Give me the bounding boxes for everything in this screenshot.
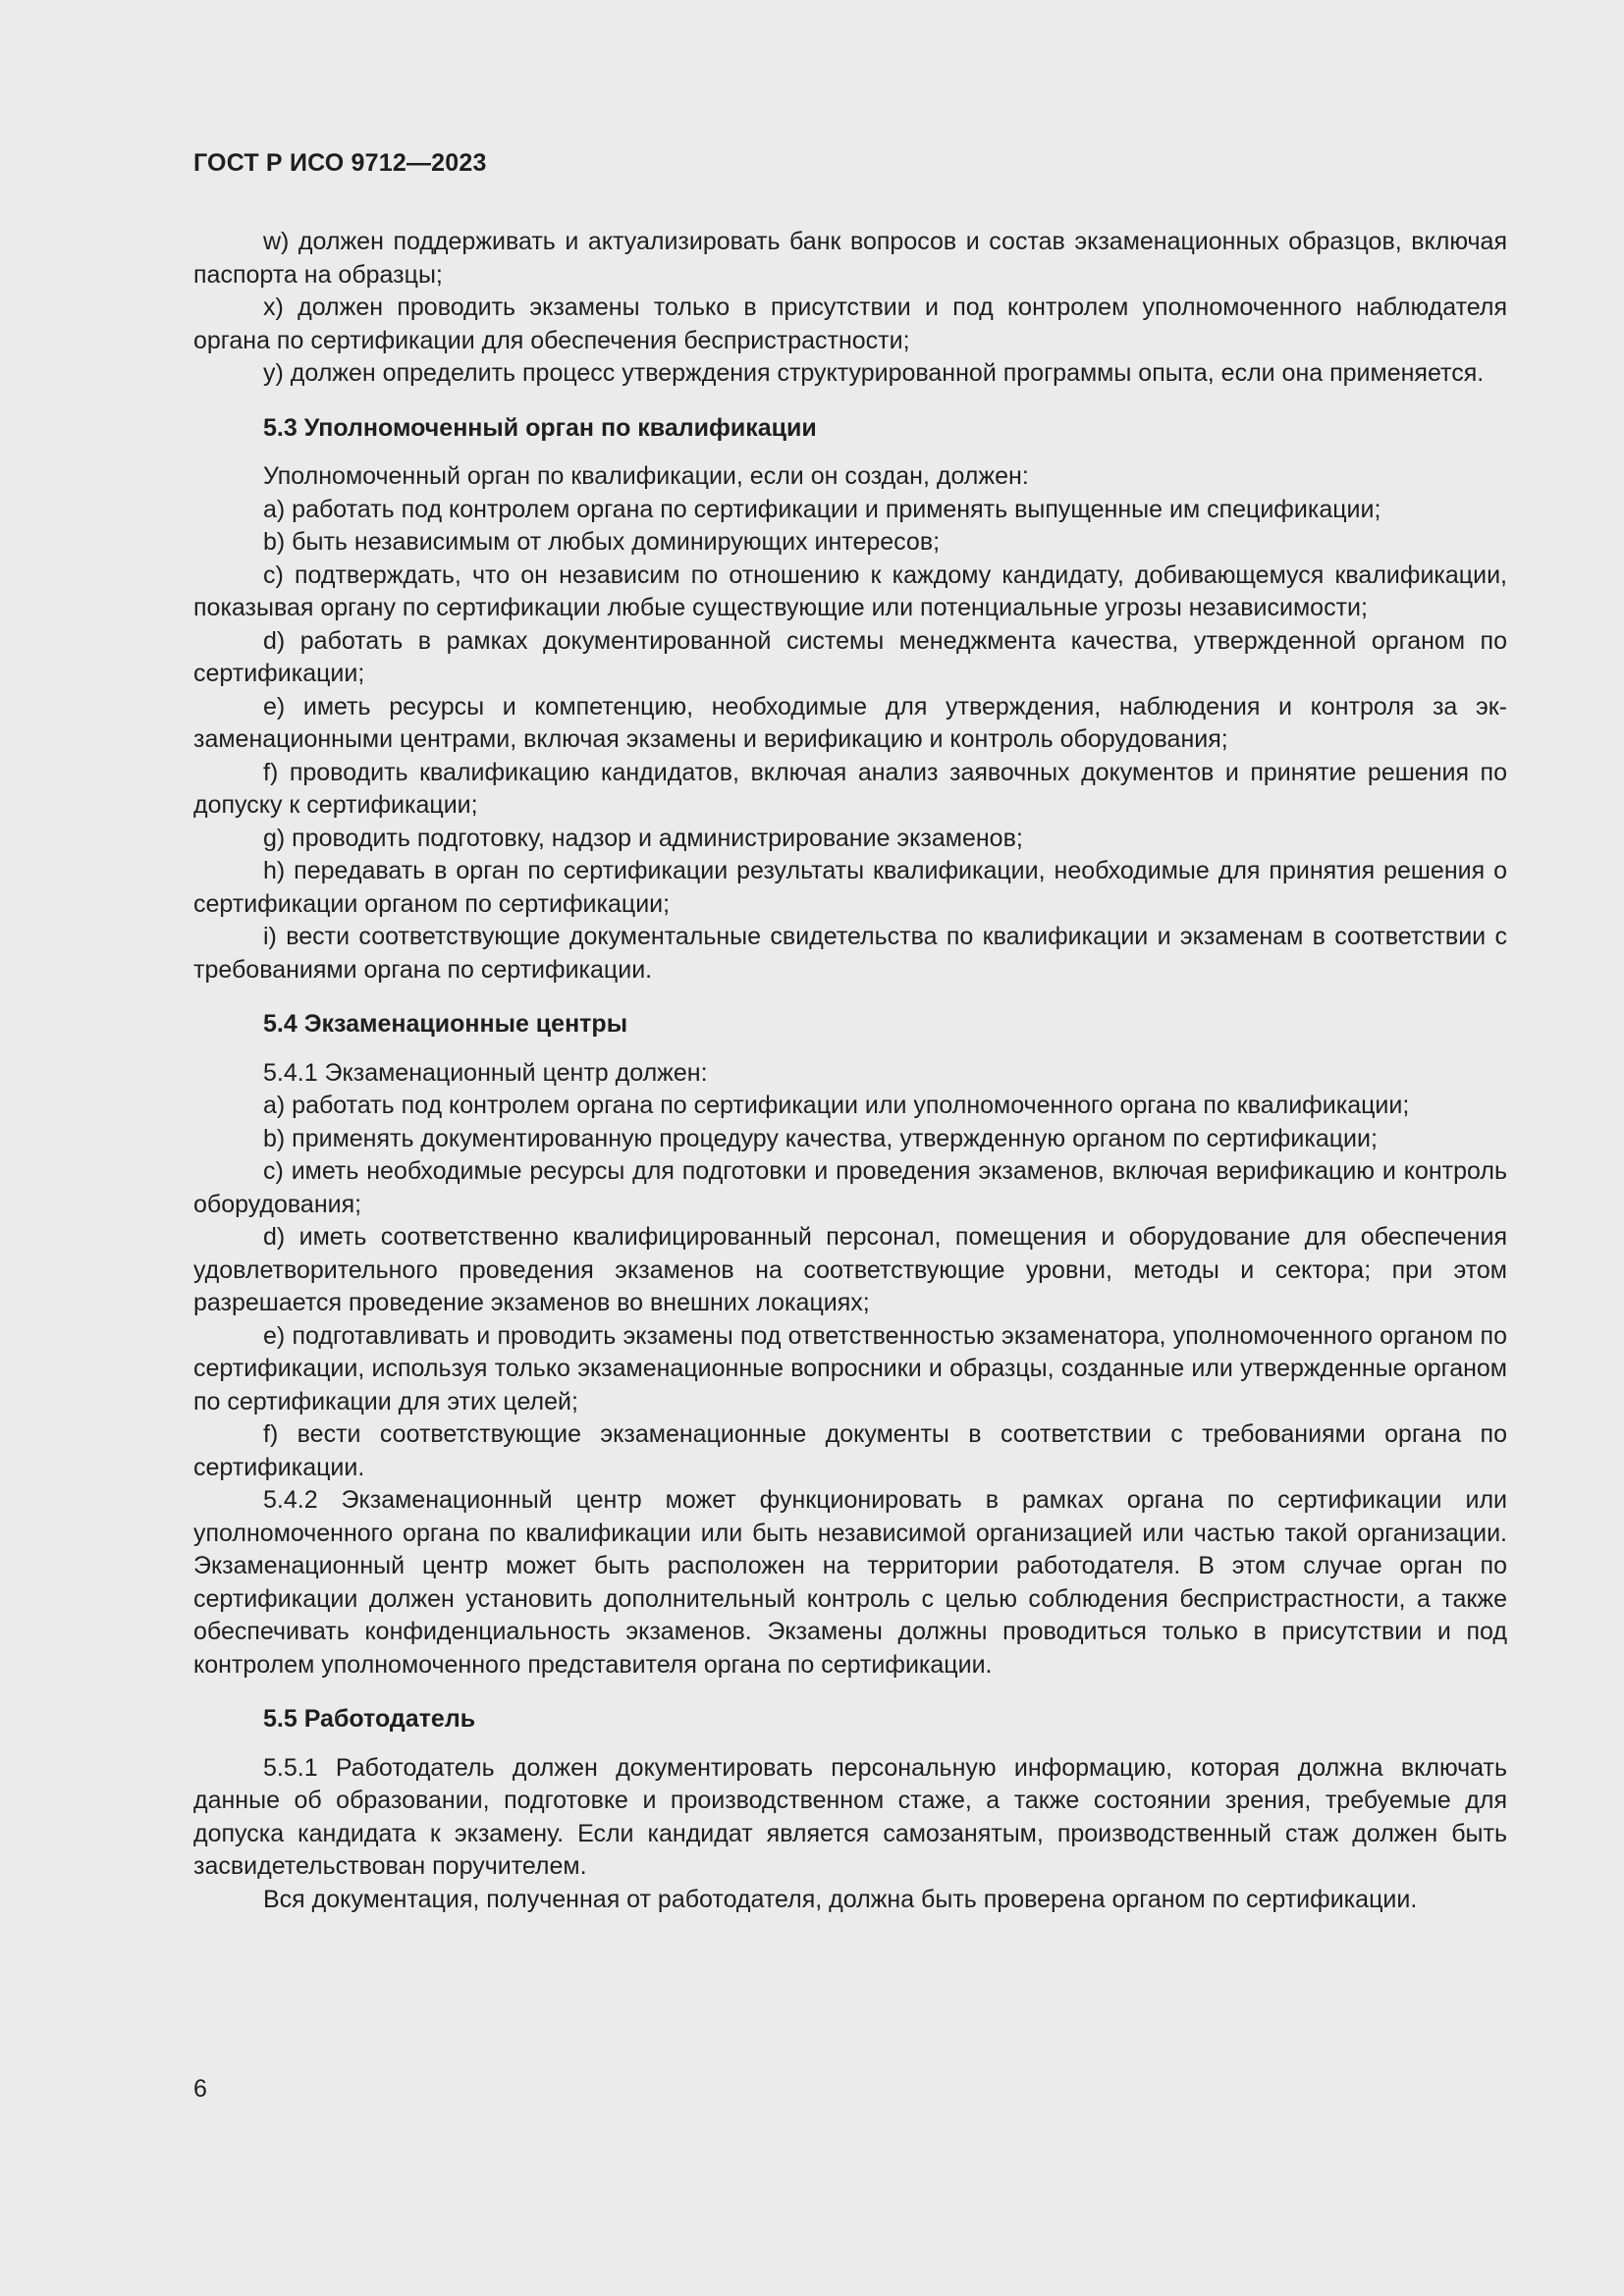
paragraph: d) иметь соответственно квалифицированный персонал, помещения и оборудование для обеспечения удовлетворительного проведения экзаменов на соответствующие уровни, методы и сектора; при этом разрешается проведение экзаменов во внешних локациях; <box>193 1223 1507 1316</box>
paragraph: f) проводить квалификацию кандидатов, включая анализ заявочных документов и принятие решения по допуску к сертификации; <box>193 758 1507 819</box>
section-heading: 5.3 Уполномоченный орган по квалификации <box>263 413 817 442</box>
paragraph: y) должен определить процесс утверждения структурированной программы опыта, если она применяется. <box>263 359 1485 387</box>
paragraph: f) вести соответствующие экзаменационные документы в соответствии с требованиями органа по сертификации. <box>193 1420 1507 1481</box>
paragraph: b) быть независимым от любых доминирующих интересов; <box>263 528 941 556</box>
paragraph: 5.4.1 Экзаменационный центр должен: <box>263 1058 708 1087</box>
paragraph: c) подтверждать, что он независим по отношению к каждому кандидату, добивающемуся квалификации, показывая органу по сертификации любые существующие или потенциальные угрозы независимости; <box>193 561 1507 621</box>
document-header: ГОСТ Р ИСО 9712—2023 <box>193 149 487 177</box>
section-heading: 5.5 Работодатель <box>263 1705 476 1733</box>
paragraph: e) подготавливать и проводить экзамены под ответственностью экзаменатора, уполномоченного органом по сертификации, используя только экзаменационные вопросники и образцы, созданные или утвержденные органом по сертификации для этих целей; <box>193 1321 1507 1415</box>
paragraph: a) работать под контролем органа по сертификации и применять выпущенные им спецификации; <box>263 495 1381 523</box>
paragraph: 5.5.1 Работодатель должен документировать персональную информацию, которая должна включать данные об образовании, подготовке и производственном стаже, а также состоянии зрения, требуемые для допуска кандидата к экзамену. Если кандидат является самозанятым, производственный стаж должен быть засвидетельствован поручителем. <box>193 1753 1507 1880</box>
paragraph: 5.4.2 Экзаменационный центр может функционировать в рамках органа по сертификации или уполномоченного органа по квалификации или быть независимой организацией или частью такой организации. Экзаменационный центр может быть расположен на территории работодателя. В этом случае орган по сертификации должен установить дополнительный контроль с целью соблюдения беспристрастности, а также обеспечивать конфиденциальность экзаменов. Экзамены должны проводиться только в присутствии и под контролем уполномоченного представителя органа по сертификации. <box>193 1486 1507 1679</box>
paragraph: a) работать под контролем органа по сертификации или уполномоченного органа по квалификации; <box>263 1092 1410 1119</box>
paragraph: d) работать в рамках документированной системы менеджмента качества, утвержденной органом по сертификации; <box>193 626 1507 687</box>
paragraph: g) проводить подготовку, надзор и администрирование экзаменов; <box>263 824 1023 852</box>
paragraph: b) применять документированную процедуру качества, утвержденную органом по сертификации; <box>263 1124 1378 1152</box>
section-heading: 5.4 Экзаменационные центры <box>263 1010 628 1038</box>
page-number: 6 <box>193 2075 207 2103</box>
paragraph: Вся документация, полученная от работодателя, должна быть проверена органом по сертификации. <box>263 1885 1418 1913</box>
paragraph: h) передавать в орган по сертификации результаты квалификации, необходимые для принятия решения о сертификации органом по сертификации; <box>193 857 1507 918</box>
paragraph: x) должен проводить экзамены только в присутствии и под контролем уполномоченного наблюдателя органа по сертификации для обеспечения беспристрастности; <box>193 294 1507 354</box>
paragraph: e) иметь ресурсы и компетенцию, необходимые для утверждения, наблюдения и контроля за экзаменационными центрами, включая экзамены и верификацию и контроль оборудования; <box>193 692 1507 753</box>
paragraph: w) должен поддерживать и актуализировать банк вопросов и состав экзаменационных образцов, включая паспорта на образцы; <box>193 228 1507 289</box>
paragraph: c) иметь необходимые ресурсы для подготовки и проведения экзаменов, включая верификацию и контроль оборудования; <box>193 1157 1507 1218</box>
paragraph: Уполномоченный орган по квалификации, если он создан, должен: <box>263 462 1029 490</box>
document-body <box>193 226 1507 1916</box>
paragraph: i) вести соответствующие документальные свидетельства по квалификации и экзаменам в соответствии с требованиями органа по сертификации. <box>193 923 1507 984</box>
